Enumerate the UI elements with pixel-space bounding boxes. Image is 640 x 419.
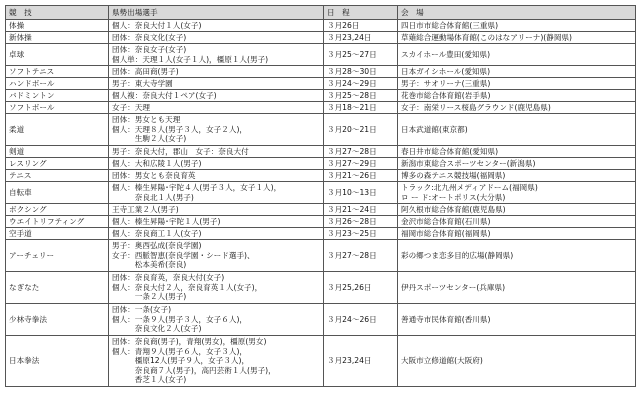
participants-cell <box>109 204 324 216</box>
participants-cell <box>109 272 324 304</box>
participants-cell <box>109 158 324 170</box>
dates-cell: ３月20〜21日 <box>324 114 398 146</box>
participant-line: 団体：高田商(男子) <box>112 66 179 76</box>
sport-cell: 柔道 <box>6 114 109 146</box>
participants-cell <box>109 304 324 336</box>
participant-line: 奈良北１人(男子) <box>112 192 194 202</box>
dates-cell: ３月24〜26日 <box>324 304 398 336</box>
venue-cell <box>398 228 636 240</box>
sport-cell: 少林寺拳法 <box>6 304 109 336</box>
venue-cell <box>398 304 636 336</box>
table-row <box>6 44 636 66</box>
venue-line: 金沢市総合体育館(石川県) <box>401 216 491 226</box>
table-row <box>6 182 636 204</box>
header-sport: 競 技 <box>6 6 109 20</box>
participant-line: 団体：奈良育英，奈良大付(女子) <box>112 273 225 283</box>
participant-line: 個人複：奈良大付１ペア(女子) <box>112 90 217 100</box>
participants-cell <box>109 102 324 114</box>
participant-line: 松本美希(奈良) <box>112 260 187 270</box>
sport-cell: ウエイトリフティング <box>6 216 109 228</box>
dates-cell: ３月23,24日 <box>324 32 398 44</box>
venue-cell <box>398 272 636 304</box>
sport-cell: レスリング <box>6 158 109 170</box>
sport-cell: ボクシング <box>6 204 109 216</box>
participants-cell <box>109 66 324 78</box>
table-row <box>6 90 636 102</box>
participant-line: 団体：奈良商(男子)，青翔(男女)，橿原(男女) <box>112 337 267 347</box>
dates-cell: ３月27〜28日 <box>324 146 398 158</box>
dates-cell: ３月18〜21日 <box>324 102 398 114</box>
dates-cell: ３月10〜13日 <box>324 182 398 204</box>
venue-line: 四日市市総合体育館(三重県) <box>401 20 499 30</box>
dates-cell: ３月26〜28日 <box>324 216 398 228</box>
sport-cell: 空手道 <box>6 228 109 240</box>
venue-line: 日本武道館(東京都) <box>401 124 468 134</box>
venue-cell <box>398 240 636 272</box>
dates-cell: ３月27〜28日 <box>324 240 398 272</box>
venue-line: 大阪市立修道館(大阪府) <box>401 356 483 366</box>
participant-line: 奈良文化２人(女子) <box>112 324 202 334</box>
participant-line: 団体：奈良文化(女子) <box>112 32 187 42</box>
table-row <box>6 66 636 78</box>
venue-cell <box>398 336 636 387</box>
participants-cell <box>109 182 324 204</box>
venue-line: 阿久根市総合体育館(鹿児島県) <box>401 204 506 214</box>
results-table <box>5 5 636 387</box>
venue-line: 花巻市総合体育館(岩手県) <box>401 90 491 100</box>
dates-cell: ３月24〜29日 <box>324 78 398 90</box>
dates-cell: ３月21〜26日 <box>324 170 398 182</box>
participant-line: 団体：男女とも天理 <box>112 115 181 125</box>
dates-cell: ３月26日 <box>324 20 398 32</box>
table-row <box>6 228 636 240</box>
table-row <box>6 32 636 44</box>
venue-line: 日本ガイシホール(愛知県) <box>401 66 491 76</box>
participants-cell <box>109 228 324 240</box>
venue-line: ロ ー ド:オートポリス(大分県) <box>401 192 506 202</box>
participants-cell <box>109 44 324 66</box>
table-row <box>6 336 636 387</box>
participants-cell <box>109 90 324 102</box>
participants-cell <box>109 114 324 146</box>
sport-cell: 自転車 <box>6 182 109 204</box>
participant-line: 個人：榛生昇陽･宇陀１人(男子) <box>112 216 221 226</box>
header-participants: 県勢出場選手 <box>109 6 324 20</box>
venue-cell <box>398 216 636 228</box>
venue-line: 博多の森テニス競技場(福岡県) <box>401 170 506 180</box>
participants-cell <box>109 78 324 90</box>
participant-line: 個人：奈良大付１人(女子) <box>112 20 202 30</box>
dates-cell: ３月23,24日 <box>324 336 398 387</box>
participants-cell <box>109 146 324 158</box>
header-dates: 日 程 <box>324 6 398 20</box>
table-row <box>6 114 636 146</box>
venue-line: 福岡市総合体育館(福岡県) <box>401 228 491 238</box>
sport-cell: ハンドボール <box>6 78 109 90</box>
participant-line: 個人：奈良商工１人(女子) <box>112 228 202 238</box>
participant-line: 団体：奈良女子(女子) <box>112 44 187 54</box>
venue-line: 新潟市東総合スポーツセンター(新潟県) <box>401 158 536 168</box>
venue-cell <box>398 182 636 204</box>
participants-cell <box>109 216 324 228</box>
participant-line: 香芝１人(女子) <box>112 375 187 385</box>
table-row <box>6 20 636 32</box>
participant-line: 個人：天理８人(男子３人，女子２人)， <box>112 124 248 134</box>
venue-line: 女子：南栄リース桜島グラウンド(鹿児島県) <box>401 102 551 112</box>
participant-line: 橿原12人(男子９人，女子３人)， <box>112 356 250 366</box>
venue-line: 彩の郷つま恋多目的広場(静岡県) <box>401 250 514 260</box>
table-header-row <box>6 6 636 20</box>
participant-line: 男子：奥西弘成(奈良学園) <box>112 241 202 251</box>
table-row <box>6 146 636 158</box>
participant-line: 個人：奈良大付２人，奈良育英１人(女子)， <box>112 282 263 292</box>
table-row <box>6 78 636 90</box>
participant-line: 奈良商７人(男子)，高円芸術１人(男子)， <box>112 365 276 375</box>
participant-line: 王寺工業２人(男子) <box>112 204 179 214</box>
sport-cell: 日本拳法 <box>6 336 109 387</box>
table-row <box>6 272 636 304</box>
venue-line: 男子：サオリーナ(三重県) <box>401 78 491 88</box>
venue-cell <box>398 114 636 146</box>
sport-cell: バドミントン <box>6 90 109 102</box>
venue-cell <box>398 158 636 170</box>
sport-cell: 卓球 <box>6 44 109 66</box>
dates-cell: ３月25,26日 <box>324 272 398 304</box>
dates-cell: ３月28〜30日 <box>324 66 398 78</box>
table-row <box>6 216 636 228</box>
table-row <box>6 204 636 216</box>
sport-cell: ソフトテニス <box>6 66 109 78</box>
venue-line: 善通寺市民体育館(香川県) <box>401 314 491 324</box>
sport-cell: 新体操 <box>6 32 109 44</box>
table-row <box>6 170 636 182</box>
dates-cell: ３月25〜28日 <box>324 90 398 102</box>
table-row <box>6 304 636 336</box>
venue-cell <box>398 78 636 90</box>
dates-cell: ３月25〜27日 <box>324 44 398 66</box>
table-row <box>6 102 636 114</box>
dates-cell: ３月23〜25日 <box>324 228 398 240</box>
sport-cell: ソフトボール <box>6 102 109 114</box>
sport-cell: なぎなた <box>6 272 109 304</box>
participants-cell <box>109 20 324 32</box>
participant-line: 男子：東大寺学園 <box>112 78 173 88</box>
table-body <box>6 20 636 387</box>
venue-line: 草薙総合運動場体育館(このはなアリーナ)(静岡県) <box>401 32 573 42</box>
dates-cell: ３月27〜29日 <box>324 158 398 170</box>
venue-line: トラック:北九州メディアドーム(福岡県) <box>401 182 538 192</box>
table-row <box>6 158 636 170</box>
table-row <box>6 240 636 272</box>
participants-cell <box>109 336 324 387</box>
venue-cell <box>398 204 636 216</box>
participant-line: 女子：天理 <box>112 102 150 112</box>
venue-line: 伊丹スポーツセンター(兵庫県) <box>401 282 506 292</box>
participant-line: 団体：一条(女子) <box>112 305 172 315</box>
participants-cell <box>109 240 324 272</box>
participant-line: 女子：西脈智恵(奈良学園・シード選手)、 <box>112 250 255 260</box>
participant-line: 団体：男女とも奈良育英 <box>112 170 196 180</box>
sport-cell: テニス <box>6 170 109 182</box>
venue-cell <box>398 66 636 78</box>
participant-line: 個人：榛生昇陽･宇陀４人(男子３人，女子１人)， <box>112 182 282 192</box>
venue-cell <box>398 146 636 158</box>
participants-cell <box>109 32 324 44</box>
participant-line: 個人単：天理１人(女子１人)，橿原１人(男子) <box>112 54 269 64</box>
participant-line: 生駒２人(女子) <box>112 134 187 144</box>
dates-cell: ３月21〜24日 <box>324 204 398 216</box>
venue-cell <box>398 20 636 32</box>
sport-cell: 剣道 <box>6 146 109 158</box>
sport-cell: 体操 <box>6 20 109 32</box>
venue-cell <box>398 170 636 182</box>
venue-cell <box>398 102 636 114</box>
venue-line: 春日井市総合体育館(愛知県) <box>401 146 499 156</box>
participants-cell <box>109 170 324 182</box>
venue-line: スカイホール豊田(愛知県) <box>401 49 491 59</box>
participant-line: 男子：奈良大付，郡山 女子：奈良大付 <box>112 146 249 156</box>
venue-cell <box>398 44 636 66</box>
participant-line: 一条２人(男子) <box>112 292 187 302</box>
venue-cell <box>398 90 636 102</box>
participant-line: 個人：青翔９人(男子６人，女子３人)， <box>112 346 248 356</box>
sport-cell: アーチェリー <box>6 240 109 272</box>
header-venue: 会 場 <box>398 6 636 20</box>
participant-line: 個人：一条９人(男子３人，女子６人)， <box>112 314 248 324</box>
venue-cell <box>398 32 636 44</box>
participant-line: 個人：大和広陵１人(男子) <box>112 158 202 168</box>
